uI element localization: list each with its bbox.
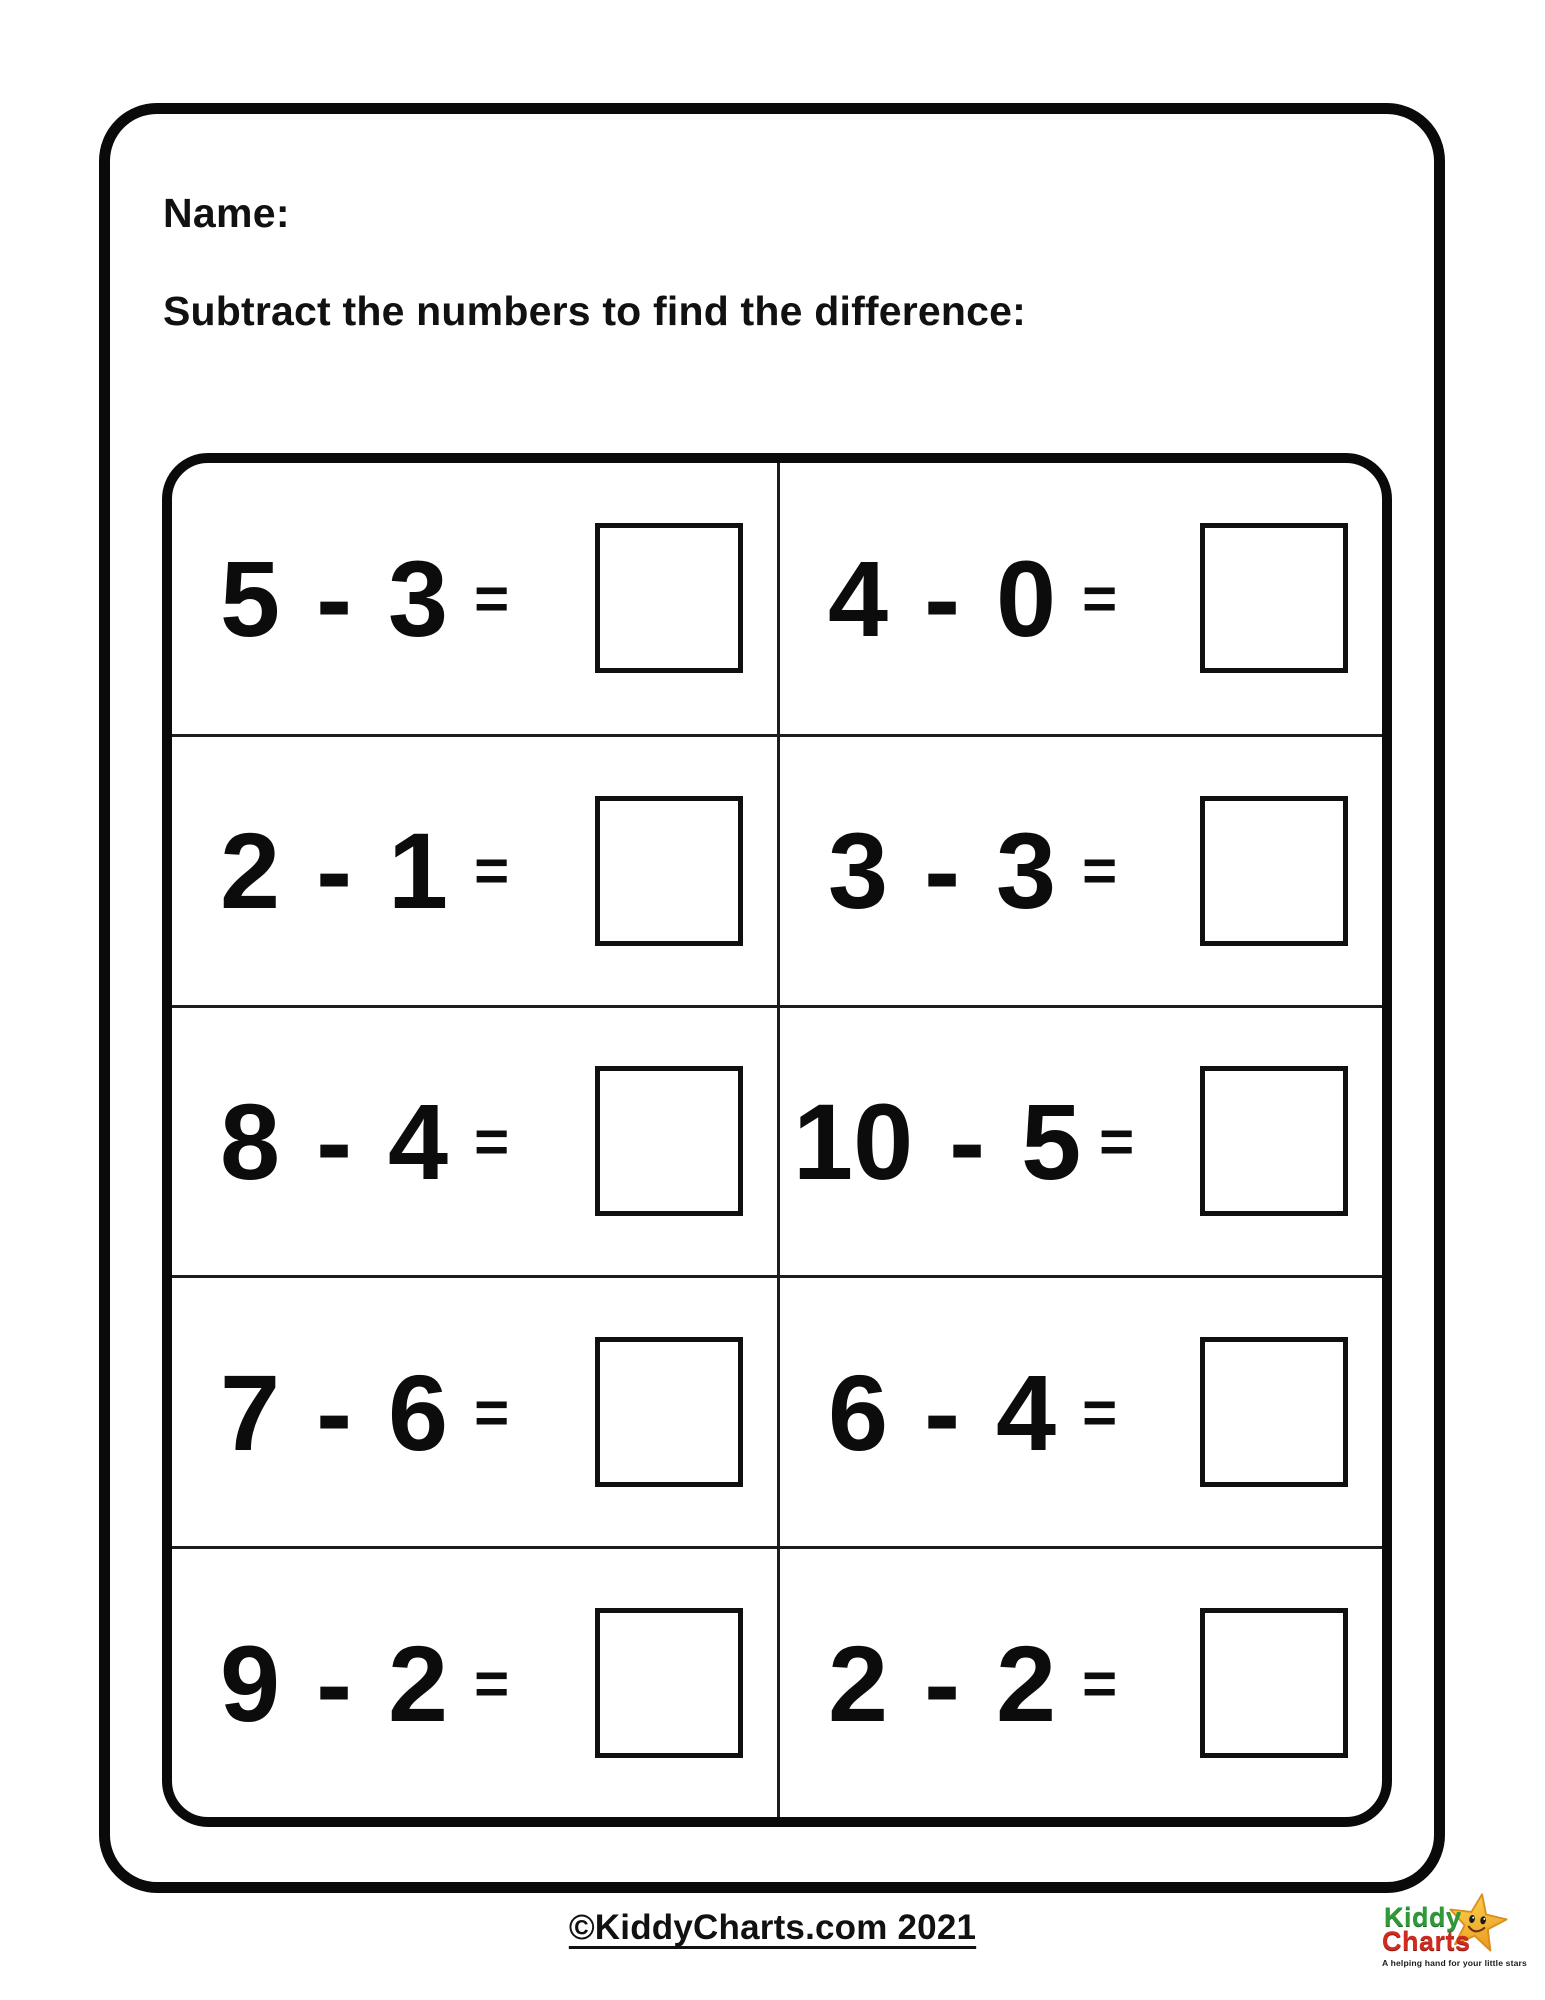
logo-word-kiddy: Kiddy bbox=[1384, 1902, 1462, 1932]
instruction-text: Subtract the numbers to find the difference: bbox=[163, 288, 1027, 334]
logo-tagline: A helping hand for your little stars bbox=[1382, 1958, 1527, 1968]
name-label: Name: bbox=[163, 190, 290, 236]
equals-sign: = bbox=[1082, 837, 1118, 905]
equals-sign: = bbox=[474, 1378, 510, 1446]
kiddycharts-logo bbox=[1380, 1896, 1542, 1996]
problem-expression: 4 - 0 bbox=[828, 537, 1057, 659]
problem-expression: 2 - 2 bbox=[828, 1622, 1057, 1744]
answer-box bbox=[1200, 1608, 1348, 1758]
problem-expression: 2 - 1 bbox=[220, 810, 449, 932]
equals-sign: = bbox=[1082, 1378, 1118, 1446]
problem-expression: 10 - 5 bbox=[793, 1080, 1082, 1202]
problem-expression: 8 - 4 bbox=[220, 1080, 449, 1202]
answer-box bbox=[595, 1608, 743, 1758]
logo-word-charts: Charts bbox=[1382, 1926, 1471, 1956]
problem-cell bbox=[777, 1005, 1382, 1276]
equals-sign: = bbox=[1082, 564, 1118, 632]
problem-cell bbox=[172, 1275, 777, 1546]
equals-sign: = bbox=[474, 1649, 510, 1717]
problem-cell bbox=[172, 463, 777, 734]
answer-box bbox=[1200, 796, 1348, 946]
answer-box bbox=[595, 796, 743, 946]
problem-cell bbox=[777, 463, 1382, 734]
equals-sign: = bbox=[1099, 1107, 1135, 1175]
problem-expression: 5 - 3 bbox=[220, 537, 449, 659]
equals-sign: = bbox=[474, 837, 510, 905]
problem-expression: 3 - 3 bbox=[828, 810, 1057, 932]
answer-box bbox=[1200, 1337, 1348, 1487]
problem-expression: 6 - 4 bbox=[828, 1351, 1057, 1473]
answer-box bbox=[595, 1066, 743, 1216]
copyright-text: ©KiddyCharts.com 2021 bbox=[568, 1908, 977, 1947]
answer-box bbox=[595, 1337, 743, 1487]
problem-cell bbox=[777, 1546, 1382, 1817]
equals-sign: = bbox=[474, 564, 510, 632]
answer-box bbox=[595, 523, 743, 673]
problem-cell bbox=[777, 1275, 1382, 1546]
equals-sign: = bbox=[474, 1107, 510, 1175]
problem-cell bbox=[172, 734, 777, 1005]
problem-expression: 9 - 2 bbox=[220, 1622, 449, 1744]
problem-cell bbox=[172, 1005, 777, 1276]
problems-grid bbox=[162, 453, 1392, 1827]
problem-cell bbox=[777, 734, 1382, 1005]
problem-expression: 7 - 6 bbox=[220, 1351, 449, 1473]
answer-box bbox=[1200, 523, 1348, 673]
answer-box bbox=[1200, 1066, 1348, 1216]
problem-cell bbox=[172, 1546, 777, 1817]
equals-sign: = bbox=[1082, 1649, 1118, 1717]
